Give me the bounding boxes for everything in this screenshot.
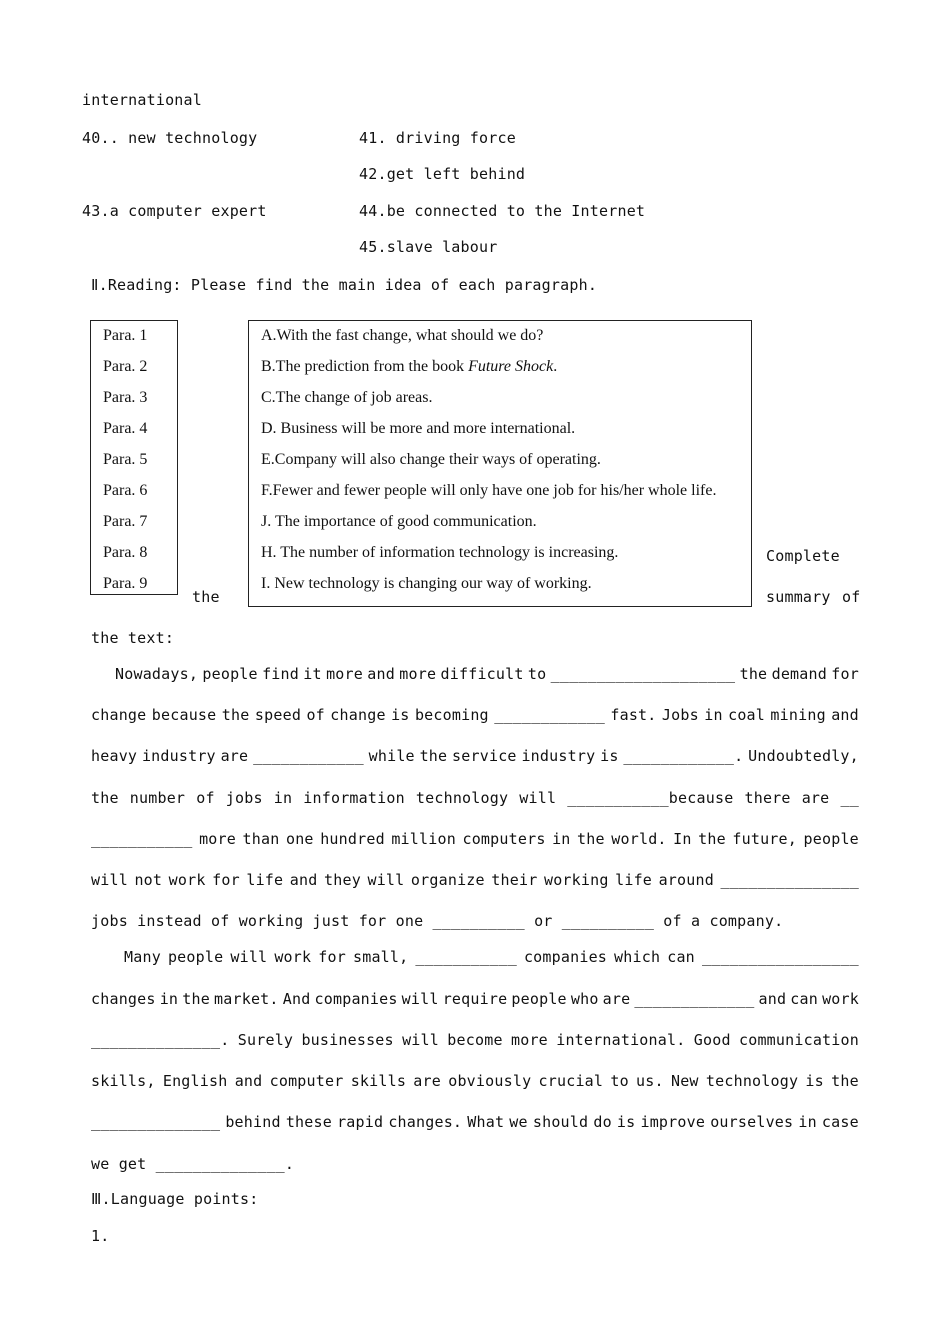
summary-line	[124, 948, 859, 966]
vocab-item-40: 40.. new technology	[82, 129, 258, 147]
summary-word: for	[831, 665, 859, 683]
summary-word: changes.	[388, 1113, 463, 1131]
summary-word: around	[658, 871, 714, 889]
summary-word: working	[543, 871, 609, 889]
vocab-item-international: international	[82, 91, 202, 109]
blank-field[interactable]: we get ______________.	[91, 1155, 295, 1173]
blank-field[interactable]: _______________	[720, 871, 859, 889]
main-idea-option: C.The change of job areas.	[261, 389, 433, 406]
main-idea-option: J. The importance of good communication.	[261, 513, 537, 530]
summary-word: market.	[214, 990, 279, 1008]
summary-word: the	[831, 1072, 859, 1090]
paragraph-label: Para. 6	[103, 482, 148, 499]
summary-word: their	[491, 871, 538, 889]
paragraph-label: Para. 3	[103, 389, 148, 406]
summary-word: are	[801, 789, 830, 807]
summary-word: in	[552, 830, 571, 848]
summary-word: become	[447, 1031, 503, 1049]
summary-word: are	[220, 747, 249, 765]
summary-word: difficult	[440, 665, 524, 683]
summary-word: mining	[770, 706, 826, 724]
summary-word-of: of	[842, 588, 861, 606]
main-idea-b-end: .	[553, 358, 558, 375]
summary-word: world.	[611, 830, 667, 848]
paragraph-label: Para. 5	[103, 451, 148, 468]
summary-word: people	[511, 990, 567, 1008]
summary-word: is	[616, 1113, 636, 1131]
summary-word: the	[221, 706, 250, 724]
summary-line	[91, 990, 859, 1008]
summary-word: improve	[640, 1113, 706, 1131]
main-idea-option: A.With the fast change, what should we do?	[261, 327, 544, 344]
summary-line	[91, 1072, 859, 1090]
main-idea-option: D. Business will be more and more international.	[261, 420, 576, 437]
summary-word: changes	[91, 990, 156, 1008]
summary-word: than	[242, 830, 280, 848]
summary-word: to	[527, 665, 547, 683]
summary-word: and	[234, 1072, 263, 1090]
main-idea-option: E.Company will also change their ways of operating.	[261, 451, 601, 468]
summary-word: work	[274, 948, 312, 966]
vocab-item-43: 43.a computer expert	[82, 202, 267, 220]
summary-word: industry	[141, 747, 216, 765]
summary-word: in	[798, 1113, 817, 1131]
summary-word: will	[91, 871, 128, 889]
summary-word: in	[159, 990, 179, 1008]
summary-word: jobs	[225, 789, 263, 807]
summary-word: service	[452, 747, 517, 765]
summary-word: future,	[732, 830, 797, 848]
summary-word: New	[670, 1072, 699, 1090]
summary-word: Undoubtedly,	[748, 747, 859, 765]
summary-word: demand	[771, 665, 827, 683]
summary-word: in	[704, 706, 723, 724]
summary-word: industry	[521, 747, 596, 765]
summary-word-summary: summary	[766, 588, 831, 606]
summary-word: hundred	[320, 830, 385, 848]
summary-word: Jobs	[661, 706, 699, 724]
summary-word: because	[151, 706, 217, 724]
summary-word: are	[602, 990, 631, 1008]
main-idea-box	[248, 320, 752, 607]
summary-word: for	[318, 948, 346, 966]
summary-word: speed	[254, 706, 302, 724]
summary-word: and	[289, 871, 318, 889]
summary-word: communication	[738, 1031, 859, 1049]
blank-field[interactable]: _________________	[701, 948, 859, 966]
summary-word: change	[91, 706, 147, 724]
blank-field[interactable]: ___________	[91, 830, 193, 848]
blank-field[interactable]: ____________.	[623, 747, 744, 765]
summary-word: In	[673, 830, 692, 848]
vocab-item-45: 45.slave labour	[359, 238, 498, 256]
summary-word: organize	[410, 871, 485, 889]
summary-word: Good	[693, 1031, 731, 1049]
paragraph-list-box	[90, 320, 178, 595]
blank-field[interactable]: __	[840, 789, 859, 807]
summary-word: coal	[728, 706, 766, 724]
summary-word: us.	[636, 1072, 664, 1090]
summary-word: more	[326, 665, 363, 683]
blank-field[interactable]: _____________	[634, 990, 755, 1008]
summary-word: to	[610, 1072, 629, 1090]
summary-word: of	[196, 789, 215, 807]
summary-word: do	[593, 1113, 612, 1131]
summary-word: computer	[269, 1072, 344, 1090]
summary-word: will	[367, 871, 405, 889]
book-title: Future Shock	[468, 358, 554, 375]
paragraph-label: Para. 2	[103, 358, 148, 375]
summary-word: number	[129, 789, 186, 807]
summary-line	[91, 789, 859, 807]
summary-word: skills,	[91, 1072, 156, 1090]
summary-word: can	[790, 990, 818, 1008]
summary-word: the	[698, 830, 726, 848]
summary-line	[91, 747, 859, 765]
summary-word: will	[402, 1031, 439, 1049]
vocab-item-42: 42.get left behind	[359, 165, 526, 183]
summary-word: it	[303, 665, 322, 683]
summary-word: And	[282, 990, 311, 1008]
summary-word: companies	[314, 990, 398, 1008]
blank-field[interactable]: ______________	[91, 1113, 221, 1131]
summary-line	[91, 1113, 859, 1131]
summary-word: people	[167, 948, 224, 966]
blank-field[interactable]: ____________________	[550, 665, 736, 683]
blank-field[interactable]: ___________	[415, 948, 517, 966]
summary-word: people	[202, 665, 258, 683]
summary-word: for	[212, 871, 240, 889]
summary-word: and	[831, 706, 859, 724]
vocab-item-44: 44.be connected to the Internet	[359, 202, 646, 220]
paragraph-label: Para. 7	[103, 513, 148, 530]
summary-word: and	[758, 990, 787, 1008]
summary-word: more	[510, 1031, 548, 1049]
summary-line	[91, 830, 859, 848]
summary-word: rapid	[337, 1113, 384, 1131]
summary-word: and	[367, 665, 395, 683]
summary-word: work	[168, 871, 206, 889]
summary-word: the	[91, 789, 119, 807]
summary-word: technology	[415, 789, 509, 807]
summary-word: becoming	[414, 706, 489, 724]
summary-word: case	[821, 1113, 859, 1131]
blank-field[interactable]: ______________.	[91, 1031, 230, 1049]
summary-line	[91, 1155, 859, 1173]
summary-word: is	[391, 706, 410, 724]
main-idea-b-prefix: B.	[261, 358, 276, 375]
summary-word: is	[805, 1072, 824, 1090]
summary-word-complete: Complete	[766, 547, 840, 565]
main-idea-option	[261, 358, 557, 376]
blank-field[interactable]: jobs instead of working just for one __________ or __________ of a company.	[91, 912, 784, 930]
summary-word: more	[399, 665, 437, 683]
summary-word: of	[306, 706, 325, 724]
summary-word: we	[509, 1113, 528, 1131]
paragraph-label: Para. 4	[103, 420, 148, 437]
summary-word: behind	[225, 1113, 281, 1131]
summary-word: What	[467, 1113, 505, 1131]
blank-field[interactable]: ____________	[253, 747, 364, 765]
summary-word: should	[532, 1113, 589, 1131]
main-idea-b-text: The prediction from the book	[275, 358, 469, 375]
summary-word: English	[162, 1072, 228, 1090]
language-point-item: 1.	[91, 1227, 110, 1245]
summary-word: they	[324, 871, 361, 889]
summary-word: can	[667, 948, 695, 966]
summary-line	[91, 1031, 859, 1049]
summary-word: obviously	[448, 1072, 532, 1090]
main-idea-option: H. The number of information technology is increasing.	[261, 544, 619, 561]
summary-word: are	[413, 1072, 441, 1090]
reading-heading: Ⅱ.Reading: Please find the main idea of each paragraph.	[91, 276, 598, 294]
summary-word: there	[744, 789, 791, 807]
blank-field[interactable]: ____________	[494, 706, 605, 724]
summary-word: fast.	[610, 706, 657, 724]
summary-word: the	[577, 830, 605, 848]
summary-word: more	[199, 830, 236, 848]
paragraph-label: Para. 1	[103, 327, 148, 344]
blank-field[interactable]: ___________because	[567, 789, 734, 807]
summary-word: ourselves	[710, 1113, 794, 1131]
summary-word: will	[401, 990, 439, 1008]
language-points-heading: Ⅲ.Language points:	[91, 1190, 259, 1208]
summary-word: life	[615, 871, 653, 889]
summary-word: not	[134, 871, 163, 889]
summary-word: require	[442, 990, 508, 1008]
summary-word: one	[285, 830, 314, 848]
summary-word: heavy	[91, 747, 138, 765]
summary-word: computers	[462, 830, 546, 848]
summary-word: Surely	[237, 1031, 294, 1049]
summary-word: which	[614, 948, 661, 966]
summary-word: skills	[350, 1072, 407, 1090]
summary-word: who	[570, 990, 599, 1008]
summary-word: find	[262, 665, 299, 683]
vocab-item-41: 41. driving force	[359, 129, 516, 147]
main-idea-option: I. New technology is changing our way of working.	[261, 575, 592, 592]
summary-label: the text:	[91, 629, 175, 647]
summary-word: international.	[556, 1031, 686, 1049]
summary-word: change	[330, 706, 386, 724]
paragraph-label: Para. 8	[103, 544, 148, 561]
summary-line	[91, 706, 859, 724]
summary-word: will	[519, 789, 557, 807]
main-idea-option: F.Fewer and fewer people will only have one job for his/her whole life.	[261, 482, 717, 499]
summary-word: people	[803, 830, 859, 848]
summary-word: work	[822, 990, 859, 1008]
summary-word: million	[391, 830, 456, 848]
summary-word: companies	[523, 948, 608, 966]
summary-word: is	[600, 747, 619, 765]
summary-line	[91, 871, 859, 889]
summary-line	[115, 665, 859, 683]
summary-word: life	[246, 871, 284, 889]
summary-word: information	[303, 789, 405, 807]
summary-word: will	[230, 948, 268, 966]
summary-word: while	[368, 747, 415, 765]
summary-word: Nowadays,	[115, 665, 199, 683]
summary-word: the	[739, 665, 768, 683]
summary-word: small,	[352, 948, 409, 966]
summary-word: in	[273, 789, 293, 807]
summary-word: the	[419, 747, 448, 765]
summary-word: Many	[124, 948, 161, 966]
paragraph-label: Para. 9	[103, 575, 148, 592]
summary-line	[91, 912, 859, 930]
summary-word: technology	[705, 1072, 799, 1090]
summary-word: businesses	[301, 1031, 394, 1049]
summary-word: these	[285, 1113, 332, 1131]
summary-word: the	[182, 990, 210, 1008]
summary-word: crucial	[538, 1072, 604, 1090]
summary-word-the: the	[192, 588, 220, 606]
